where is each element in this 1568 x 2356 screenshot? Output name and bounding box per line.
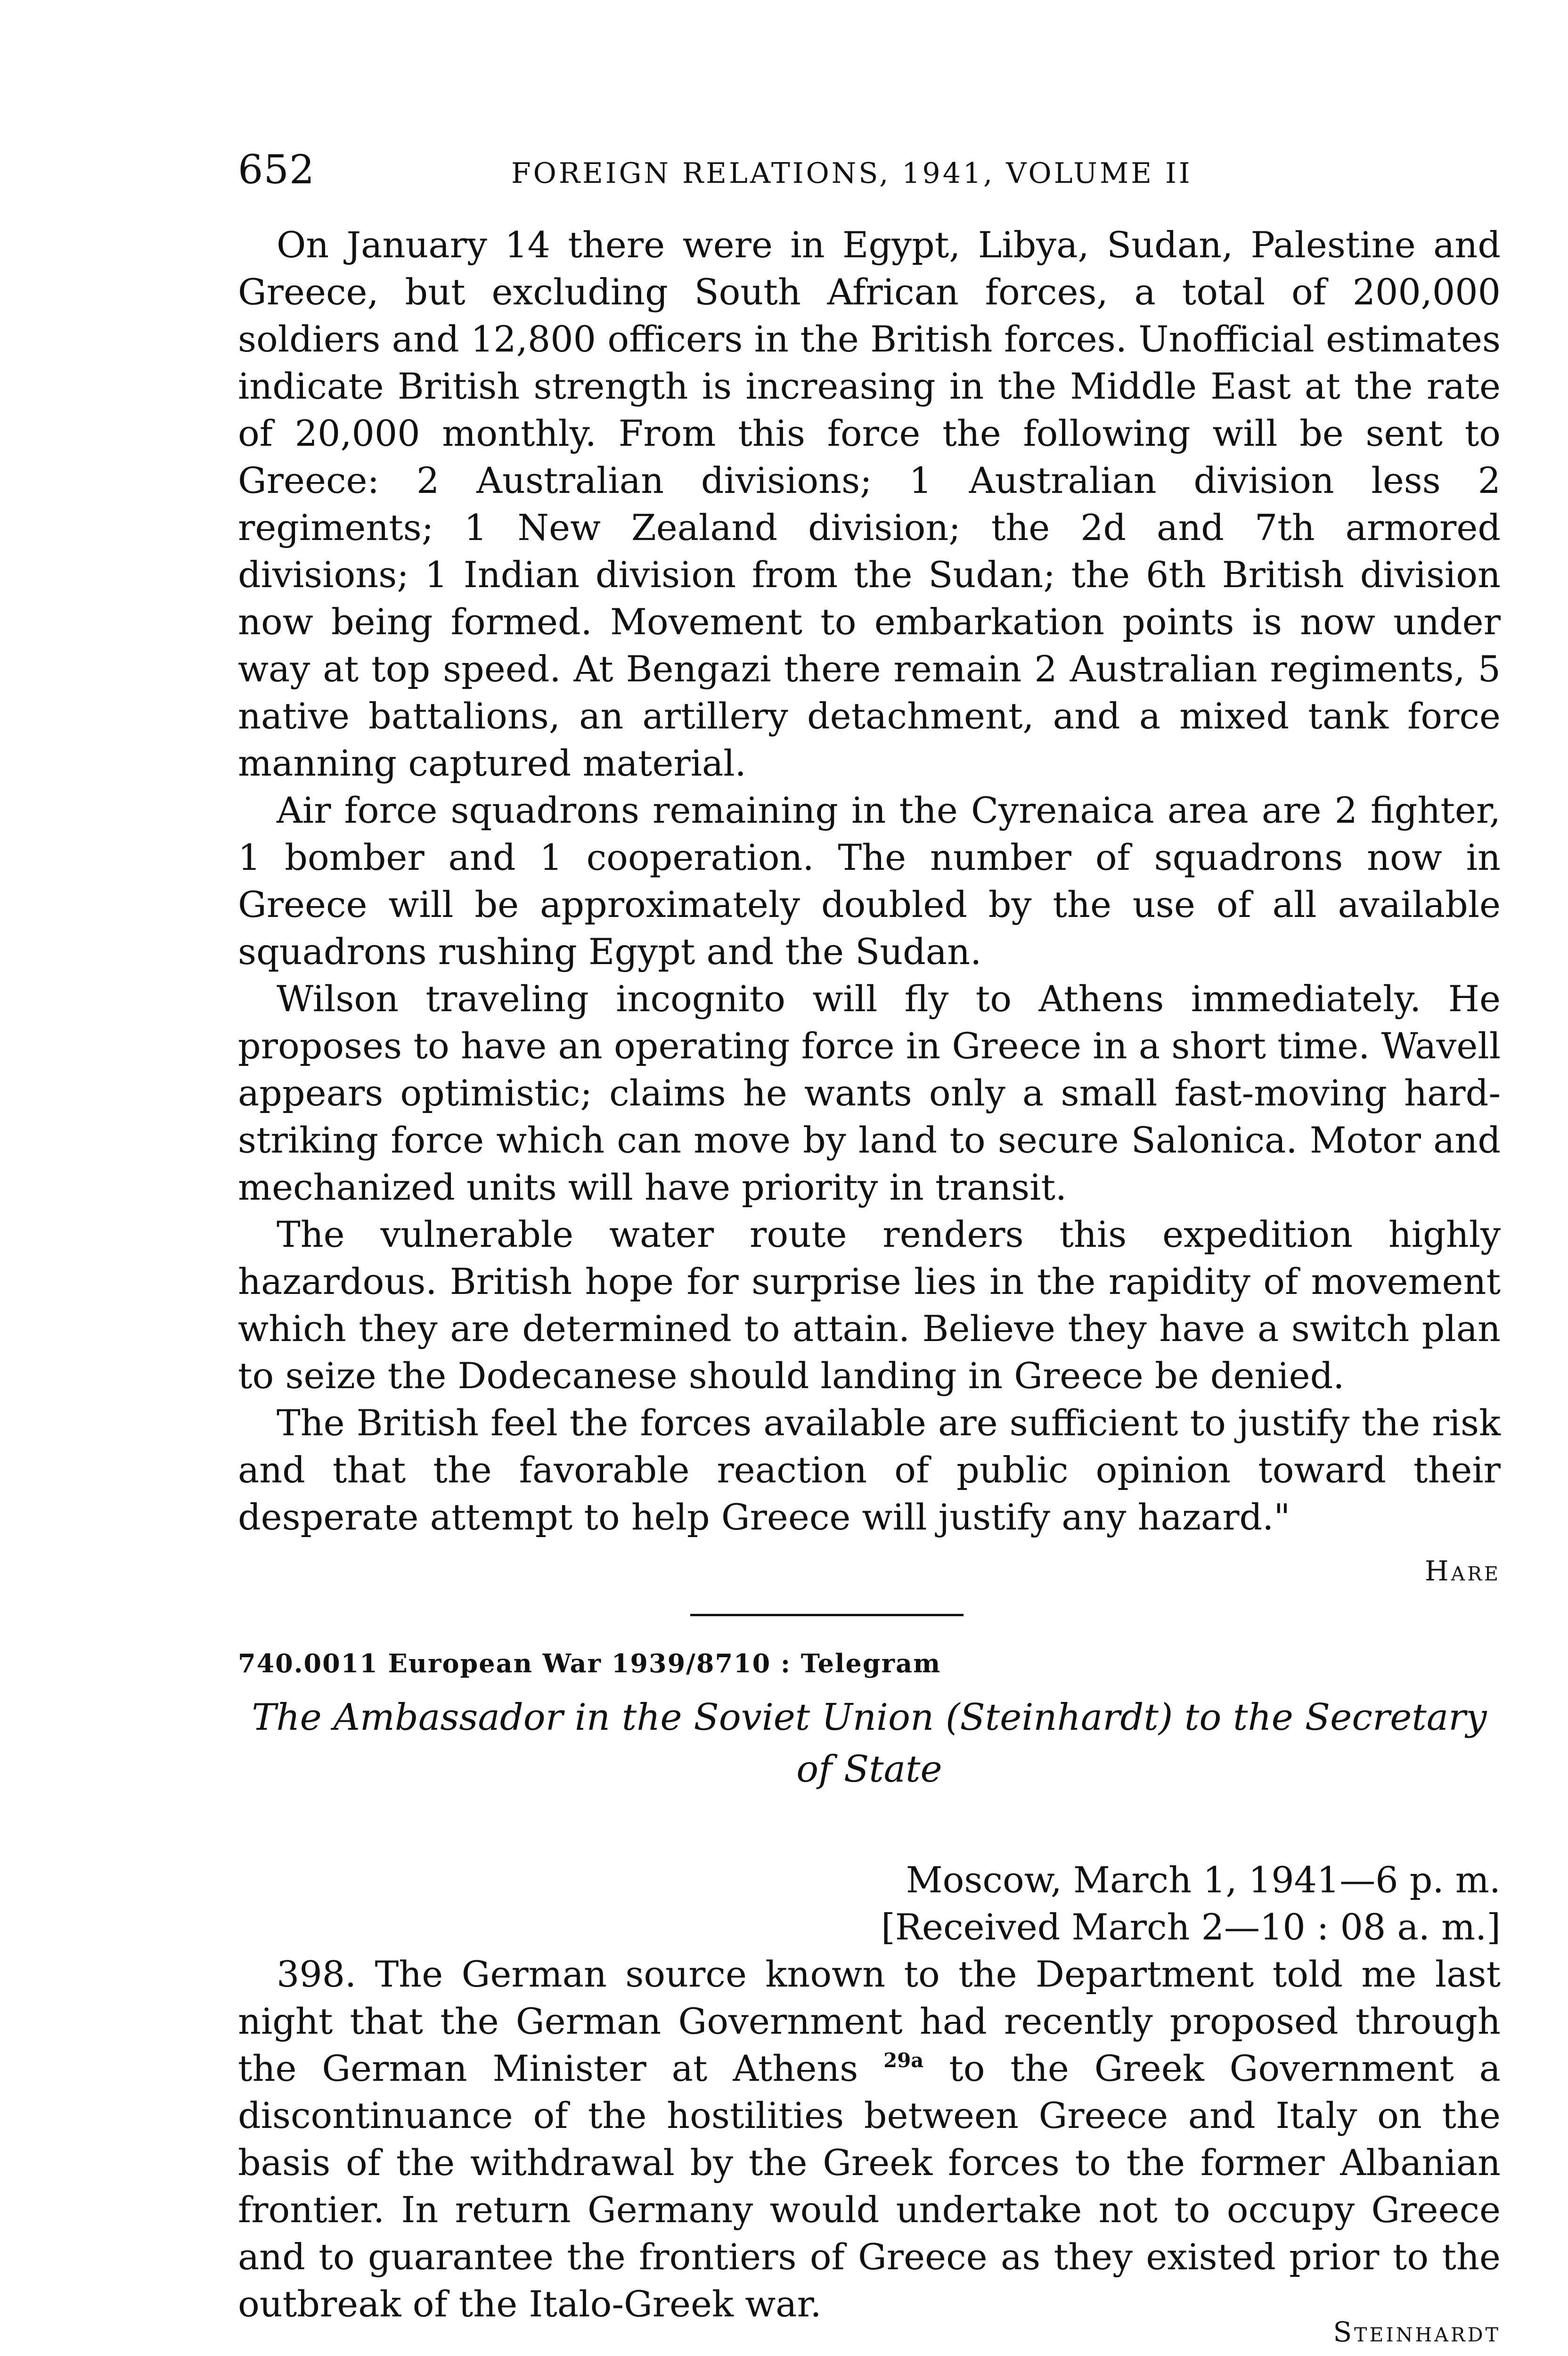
telegram-paragraph [238,1951,1501,2328]
dateline: Moscow, March 1, 1941—6 p. m. [906,1859,1501,1901]
file-reference: 740.0011 European War 1939/8710 : Telegram [238,1648,941,1678]
telegram-text-part-2: to the Greek Government a discontinuance of the hostilities between Greece and Italy on the basis of the withdrawal by the Greek forces to the former Albanian frontier. In return Germany would undertake not to occupy Greece and to guarantee the frontiers of Greece as they existed prior to the outbreak of the Italo-Greek war. [238,2047,1501,2325]
continuation-paragraph-1: On January 14 there were in Egypt, Libya, Sudan, Palestine and Greece, but excluding South African forces, a total of 200,000 soldiers and 12,800 officers in the British forces. Unofficial estimates indicate British strength is increasing in the Middle East at the rate of 20,000 monthly. From this force the following will be sent to Greece: 2 Australian divisions; 1 Australian division less 2 regiments; 1 New Zealand division; the 2d and 7th armored divisions; 1 Indian division from the Sudan; the 6th British division now being formed. Movement to embarkation points is now under way at top speed. At Bengazi there remain 2 Australian regiments, 5 native battalions, an artillery detachment, and a mixed tank force manning captured material. [238,224,1501,784]
continuation-paragraph-3: Wilson traveling incognito will fly to Athens immediately. He proposes to have an operating force in Greece in a short time. Wavell appears optimistic; claims he wants only a small fast-moving hard-striking force which can move by land to secure Salonica. Motor and mechanized units will have priority in transit. [238,978,1501,1208]
continuation-text [238,221,1501,1541]
received-line: [Received March 2—10 : 08 a. m.] [881,1906,1501,1948]
section-divider [690,1614,964,1616]
telegram-body [238,1951,1501,2328]
footnote-reference[interactable]: 29a [883,2048,924,2072]
continuation-paragraph-2: Air force squadrons remaining in the Cyrenaica area are 2 fighter, 1 bomber and 1 cooperation. The number of squadrons now in Greece will be approximately doubled by the use of all available squadrons rushing Egypt and the Sudan. [238,789,1501,973]
document-title: The Ambassador in the Soviet Union (Steinhardt) to the Secretary of State [252,1696,1487,1791]
signature-steinhardt: Steinhardt [1333,2316,1501,2348]
continuation-paragraph-5: The British feel the forces available are sufficient to justify the risk and that the favorable reaction of public opinion toward their desperate attempt to help Greece will justify any hazard." [238,1402,1501,1538]
page-number: 652 [238,147,315,193]
continuation-paragraph-4: The vulnerable water route renders this expedition highly hazardous. British hope for surprise lies in the rapidity of movement which they are determined to attain. Believe they have a switch plan to seize the Dodecanese should landing in Greece be denied. [238,1213,1501,1397]
signature-hare: Hare [1425,1555,1501,1587]
telegram-text-part-1: 398. The German source known to the Department told me last night that the German Government had recently proposed through the German Minister at Athens [238,1953,1501,2089]
running-head: FOREIGN RELATIONS, 1941, VOLUME II [511,157,1192,190]
page-header [238,144,1501,196]
